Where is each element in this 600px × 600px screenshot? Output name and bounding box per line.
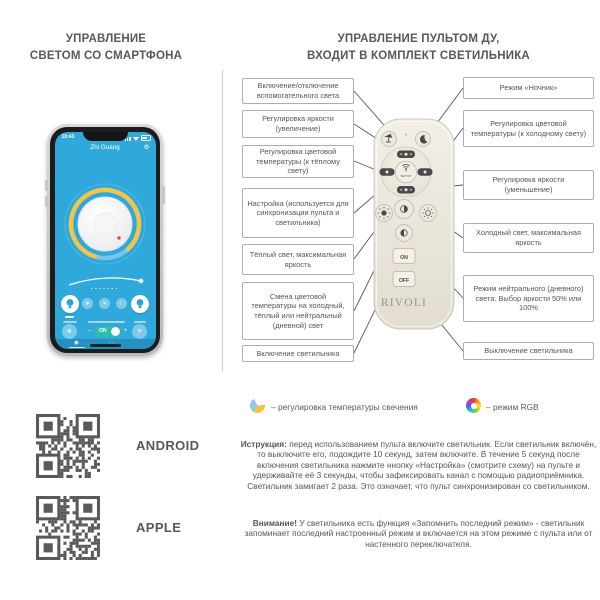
right-heading-line1: УПРАВЛЕНИЕ ПУЛЬТОМ ДУ, — [337, 33, 500, 45]
legend-rgb-label: – режим RGB — [486, 402, 539, 412]
callout-text: Режим нейтрального (дневного) света. Выбор яркости 50% или 100% — [473, 284, 584, 313]
on-button[interactable] — [393, 249, 415, 264]
off-button[interactable] — [393, 272, 415, 287]
snowflake-icon: ❄ — [85, 300, 90, 307]
attention-lead: Внимание! — [252, 518, 298, 528]
status-time: 10:43 — [61, 133, 75, 140]
callout-text: Настройка (используется для синхронизации пульта и светильника) — [247, 198, 349, 227]
callout-text: Регулировка яркости (уменьшение) — [492, 175, 565, 194]
callout-text: Холодный свет, максимальная яркость — [476, 228, 581, 247]
instructions-text: перед использованием пульта включите светильник. Если светильник включён, то выключите его, подождите 10 секунд, затем включите. В течение 5 секунд после включения светильника нажмите ннопку «Настройка» (смотрите схему) на пульте и удерживайте её 3 секунды, чтобы зафиксировать канал с помощью радиоприёмника. Светильник замигает 2 раза. Это означает, что пульт синхронизирован со светильником. — [247, 439, 597, 491]
brightness-up-icon — [405, 153, 408, 156]
brand-logo: RIVOLI — [380, 297, 428, 309]
brightness-up-button[interactable] — [397, 151, 415, 159]
left-heading-line1: УПРАВЛЕНИЕ — [65, 33, 147, 45]
callout-setup — [242, 188, 354, 238]
callout-cold-max — [463, 223, 594, 253]
brightness-down-icon — [405, 188, 408, 191]
warm-temp-icon — [386, 171, 389, 174]
night-mode-button[interactable] — [416, 132, 431, 147]
right-heading-line2: ВХОДИТ В КОМПЛЕКТ СВЕТИЛЬНИКА — [307, 49, 530, 62]
callout-light-on — [242, 345, 354, 362]
attention-text: У светильника есть функция «Запомнить последний режим» - светильник запоминает последний настроенный режим и включается на этом режиме с пульта или от настенного переключателя. — [244, 518, 593, 549]
callout-text: Смена цветовой температуры на холодный, тёплый или нейтральный (дневной) свет — [251, 291, 345, 330]
cold-temp-button[interactable] — [418, 168, 433, 176]
moon-icon: ☾ — [119, 300, 124, 307]
callout-text: Тёплый свет, максимальная яркость — [249, 249, 347, 269]
aux-light-button[interactable] — [382, 132, 397, 147]
left-heading-line2: СВЕТОМ СО СМАРТФОНА — [29, 49, 183, 62]
snowflake-icon: ❄ — [66, 328, 73, 335]
callout-neutral-mode — [463, 275, 594, 322]
sun-icon: ☀ — [102, 300, 107, 307]
callout-text: Регулировка цветовой температуры (к холодному свету) — [470, 118, 587, 138]
tab-home-icon: ◉ — [74, 339, 79, 346]
off-label: OFF — [398, 277, 410, 284]
ir-led — [405, 133, 407, 135]
decrease-icon[interactable]: – — [87, 326, 92, 334]
temp-switch-button[interactable] — [395, 200, 414, 219]
increase-icon[interactable]: + — [123, 326, 128, 334]
gear-icon[interactable]: ⚙ — [143, 143, 150, 151]
callout-temp-switch — [242, 282, 354, 340]
setup-label: SETUP — [400, 173, 412, 178]
callout-text: Выключение светильника — [484, 346, 573, 356]
asterisk-icon: ✳ — [136, 328, 143, 335]
callout-text: Регулировка цветовой температуры (к тёплому свету) — [256, 147, 340, 176]
callout-light-off — [463, 342, 594, 360]
legend-temp-label: – регулировка температуры свечения — [271, 402, 418, 412]
callout-warm-temp — [242, 145, 354, 178]
callout-aux-light — [242, 78, 354, 104]
callout-brightness-up — [242, 110, 354, 138]
toggle-label: ON — [99, 328, 107, 335]
callout-night-mode — [463, 77, 594, 99]
brightness-down-button[interactable] — [397, 186, 415, 194]
cold-temp-icon — [424, 171, 427, 174]
phone-notch — [83, 132, 128, 141]
warm-temp-button[interactable] — [380, 168, 395, 176]
instructions-lead: Иструкция: — [240, 439, 287, 449]
on-label: ON — [400, 254, 408, 261]
callout-text: Включение светильника — [256, 348, 340, 358]
setup-button[interactable] — [395, 161, 417, 183]
apple-label: APPLE — [136, 520, 182, 535]
callout-cold-temp — [463, 110, 594, 147]
warm-max-button[interactable] — [376, 205, 393, 222]
callout-warm-max — [242, 244, 354, 275]
cold-max-button[interactable] — [420, 205, 437, 222]
callout-text: Регулировка яркости (увеличение) — [262, 114, 334, 133]
callout-text: Режим «Ночник» — [499, 83, 558, 93]
app-title: Zhi Guang — [90, 143, 120, 151]
neutral-mode-button[interactable] — [396, 225, 413, 242]
remote-control — [373, 118, 455, 330]
android-label: ANDROID — [136, 438, 200, 453]
callout-brightness-down — [463, 170, 594, 200]
home-indicator — [90, 344, 121, 347]
callout-text: Включение/отключение вспомогательного света — [256, 81, 340, 100]
